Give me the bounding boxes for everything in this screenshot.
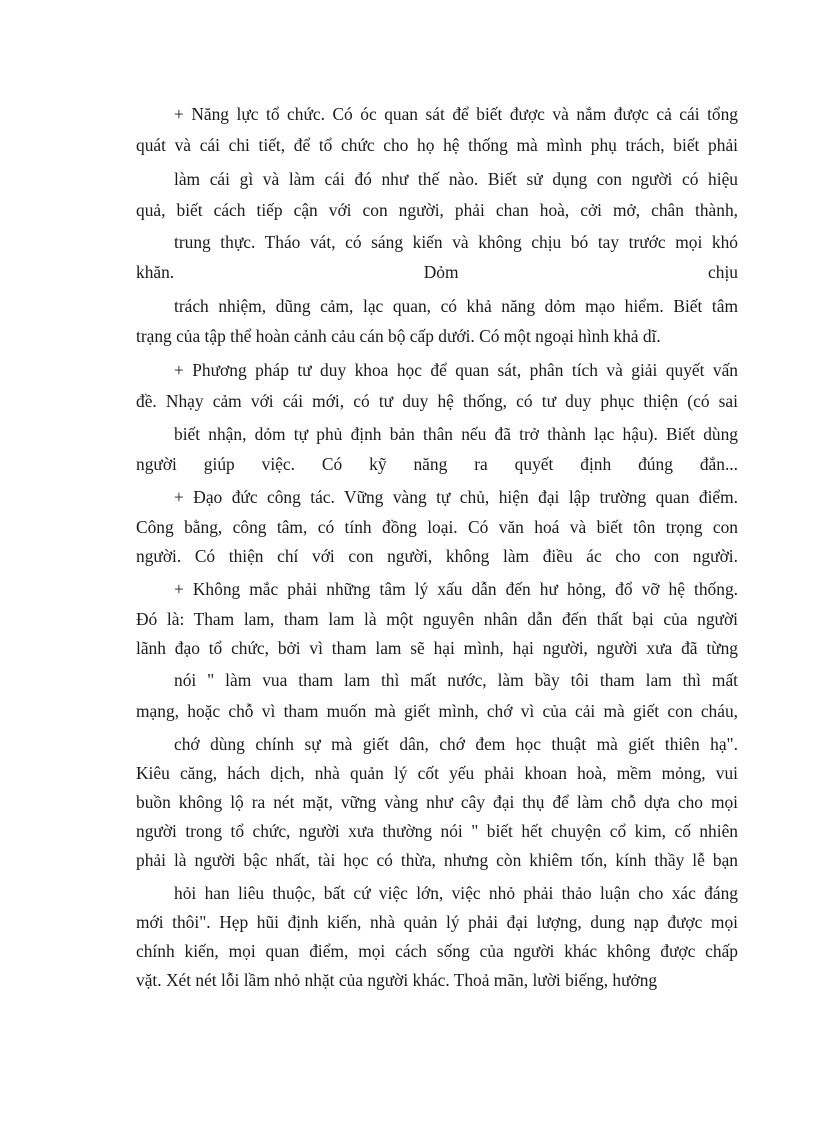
text-line-10: đề. Nhạy cảm với cái mới, có tư duy hệ thống, có tư duy phục thiện (có sai: [136, 391, 738, 411]
text-line-26: hỏi han liêu thuộc, bất cứ việc lớn, việc nhỏ phải thảo luận cho xác đáng: [174, 883, 738, 903]
text-line-23: buồn không lộ ra nét mặt, vững vàng như cây đại thụ để làm chỗ dựa cho mọi: [136, 792, 738, 812]
text-line-24: người trong tổ chức, người xưa thường nói " biết hết chuyện cổ kim, cố nhiên: [136, 821, 738, 841]
text-line-19: nói " làm vua tham lam thì mất nước, làm bầy tôi tham lam thì mất: [174, 670, 738, 690]
text-line-9: + Phương pháp tư duy khoa học để quan sát, phân tích và giải quyết vấn: [174, 360, 738, 380]
text-line-8: trạng của tập thể hoàn cảnh cảu cán bộ cấp dưới. Có một ngoại hình khả dĩ.: [136, 326, 661, 346]
text-line-7: trách nhiệm, dũng cảm, lạc quan, có khả năng dỏm mạo hiểm. Biết tâm: [174, 296, 738, 316]
text-line-17: Đó là: Tham lam, tham lam là một nguyên nhân dẫn đến thất bại của người: [136, 609, 738, 629]
text-line-25: phải là người bậc nhất, tài học có thừa, nhưng còn khiêm tốn, kính thầy lễ bạn: [136, 850, 738, 870]
text-line-16: + Không mắc phải những tâm lý xấu dẫn đến hư hỏng, đổ vỡ hệ thống.: [174, 579, 738, 599]
text-line-22: Kiêu căng, hách dịch, nhà quản lý cốt yếu phải khoan hoà, mềm mỏng, vui: [136, 763, 738, 783]
text-line-28: chính kiến, mọi quan điểm, mọi cách sống của người khác không được chấp: [136, 941, 738, 961]
text-line-6: khăn. Dỏm chịu: [136, 262, 738, 282]
text-line-21: chớ dùng chính sự mà giết dân, chớ đem học thuật mà giết thiên hạ".: [174, 734, 738, 754]
text-line-11: biết nhận, dỏm tự phủ định bản thân nếu đã trở thành lạc hậu). Biết dùng: [174, 424, 738, 444]
text-line-29: vặt. Xét nét lỗi lầm nhỏ nhặt của người khác. Thoả mãn, lười biếng, hưởng: [136, 970, 658, 990]
text-line-14: Công bằng, công tâm, có tính đồng loại. Có văn hoá và biết tôn trọng con: [136, 517, 738, 537]
text-line-12: người giúp việc. Có kỹ năng ra quyết định đúng đắn...: [136, 454, 738, 474]
text-line-15: người. Có thiện chí với con người, không làm điều ác cho con người.: [136, 546, 738, 566]
text-line-1: + Năng lực tổ chức. Có óc quan sát để biết được và nắm được cả cái tổng: [174, 104, 738, 124]
text-line-13: + Đạo đức công tác. Vững vàng tự chủ, hiện đại lập trường quan điểm.: [174, 487, 738, 507]
text-line-18: lãnh đạo tổ chức, bởi vì tham lam sẽ hại mình, hại người, người xưa đã từng: [136, 638, 738, 658]
text-line-27: mới thôi". Hẹp hũi định kiến, nhà quản lý phải đại lượng, dung nạp được mọi: [136, 912, 738, 932]
text-line-4: quả, biết cách tiếp cận với con người, phải chan hoà, cởi mở, chân thành,: [136, 200, 738, 220]
text-line-20: mạng, hoặc chỗ vì tham muốn mà giết mình, chớ vì của cải mà giết con cháu,: [136, 701, 738, 721]
text-line-5: trung thực. Tháo vát, có sáng kiến và không chịu bó tay trước mọi khó: [174, 232, 738, 252]
text-line-2: quát và cái chi tiết, để tổ chức cho họ hệ thống mà mình phụ trách, biết phải: [136, 135, 738, 155]
text-line-3: làm cái gì và làm cái đó như thế nào. Biết sử dụng con người có hiệu: [174, 169, 738, 189]
